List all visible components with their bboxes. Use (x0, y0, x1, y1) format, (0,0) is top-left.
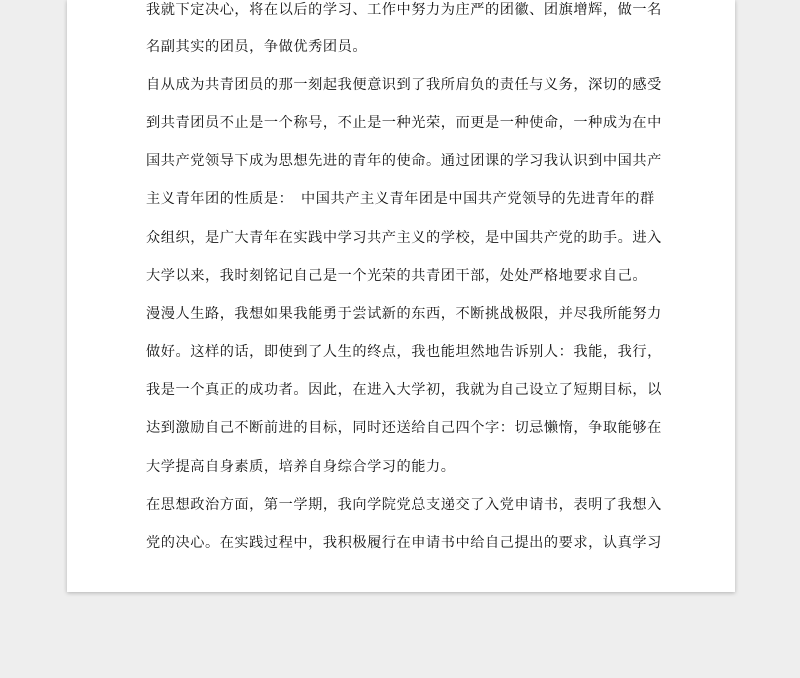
text-line-7: 众组织，是广大青年在实践中学习共产主义的学校，是中国共产党的助手。进入 (146, 230, 662, 246)
text-line-14: 在思想政治方面，第一学期，我向学院党总支递交了入党申请书，表明了我想入 (146, 497, 662, 513)
text-line-11: 我是一个真正的成功者。因此，在进入大学初，我就为自己设立了短期目标，以 (146, 382, 662, 398)
text-line-6: 主义青年团的性质是： 中国共产主义青年团是中国共产党领导的先进青年的群 (146, 191, 655, 207)
text-line-1: 我就下定决心，将在以后的学习、工作中努力为庄严的团徽、团旗增辉，做一名 (146, 2, 662, 18)
text-line-3: 自从成为共青团员的那一刻起我便意识到了我所肩负的责任与义务，深切的感受 (146, 77, 662, 93)
text-line-8: 大学以来，我时刻铭记自己是一个光荣的共青团干部，处处严格地要求自己。 (146, 268, 648, 284)
text-line-12: 达到激励自己不断前进的目标，同时还送给自己四个字：切忌懒惰，争取能够在 (146, 420, 662, 436)
document-page (67, 0, 735, 592)
text-line-10: 做好。这样的话，即使到了人生的终点，我也能坦然地告诉别人：我能，我行， (146, 344, 662, 360)
text-line-13: 大学提高自身素质，培养自身综合学习的能力。 (146, 459, 456, 475)
text-line-9: 漫漫人生路，我想如果我能勇于尝试新的东西，不断挑战极限，并尽我所能努力 (146, 306, 662, 322)
text-line-2: 名副其实的团员，争做优秀团员。 (146, 39, 368, 55)
text-line-4: 到共青团员不止是一个称号，不止是一种光荣，而更是一种使命，一种成为在中 (146, 115, 662, 131)
text-line-5: 国共产党领导下成为思想先进的青年的使命。通过团课的学习我认识到中国共产 (146, 153, 662, 169)
text-line-15: 党的决心。在实践过程中，我积极履行在申请书中给自己提出的要求，认真学习 (146, 535, 662, 551)
